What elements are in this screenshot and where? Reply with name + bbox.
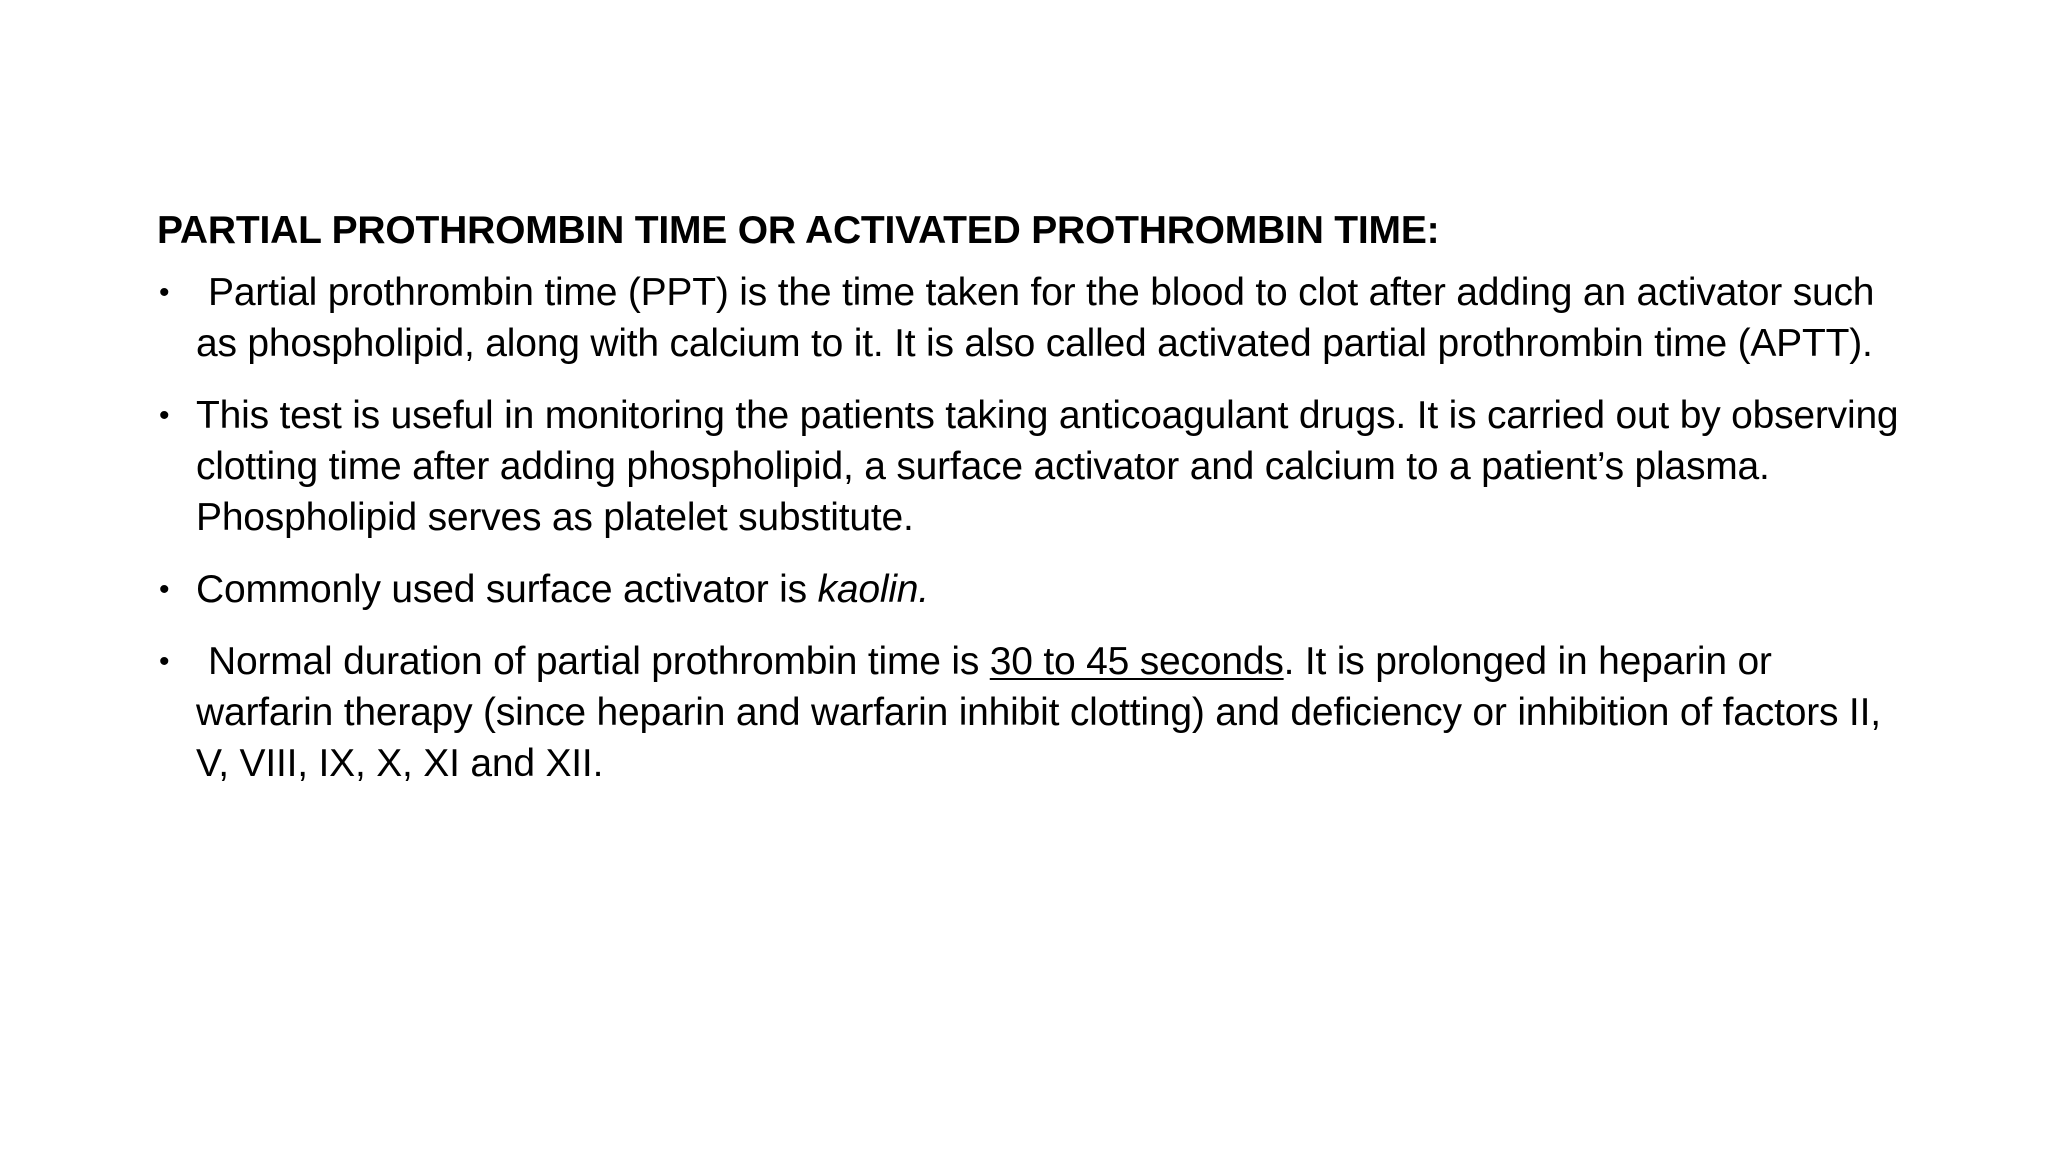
bullet-dot-icon: • <box>159 276 170 309</box>
slide-content <box>157 205 1917 810</box>
bullet-text: . It is prolonged in heparin or warfarin therapy (since heparin and warfarin inhibit clotting) and deficiency or inhibition of factors II, V, VIII, IX, X, XI and XII. <box>196 640 1881 785</box>
bullet-text-italic: kaolin. <box>817 568 929 611</box>
bullet-text: Normal duration of partial prothrombin time is <box>208 640 990 683</box>
bullet-item <box>157 267 1917 369</box>
bullet-list <box>157 267 1917 789</box>
bullet-dot-icon: • <box>159 645 170 678</box>
bullet-item <box>157 564 1917 615</box>
bullet-dot-icon: • <box>159 399 170 432</box>
slide-heading: PARTIAL PROTHROMBIN TIME OR ACTIVATED PROTHROMBIN TIME: <box>157 209 1440 252</box>
bullet-text: Commonly used surface activator is <box>196 568 818 611</box>
bullet-text: This test is useful in monitoring the patients taking anticoagulant drugs. It is carried out by observing clotting time after adding phospholipid, a surface activator and calcium to a patient’s plasma. Phospholipid serves as platelet substitute. <box>196 394 1899 539</box>
bullet-text-underlined: 30 to 45 seconds <box>989 640 1284 683</box>
bullet-item <box>157 390 1917 543</box>
bullet-text: Partial prothrombin time (PPT) is the time taken for the blood to clot after adding an activator such as phospholipid, along with calcium to it. It is also called activated partial prothrombin time (APTT). <box>196 271 1875 365</box>
bullet-dot-icon: • <box>159 573 170 606</box>
bullet-item <box>157 636 1917 789</box>
